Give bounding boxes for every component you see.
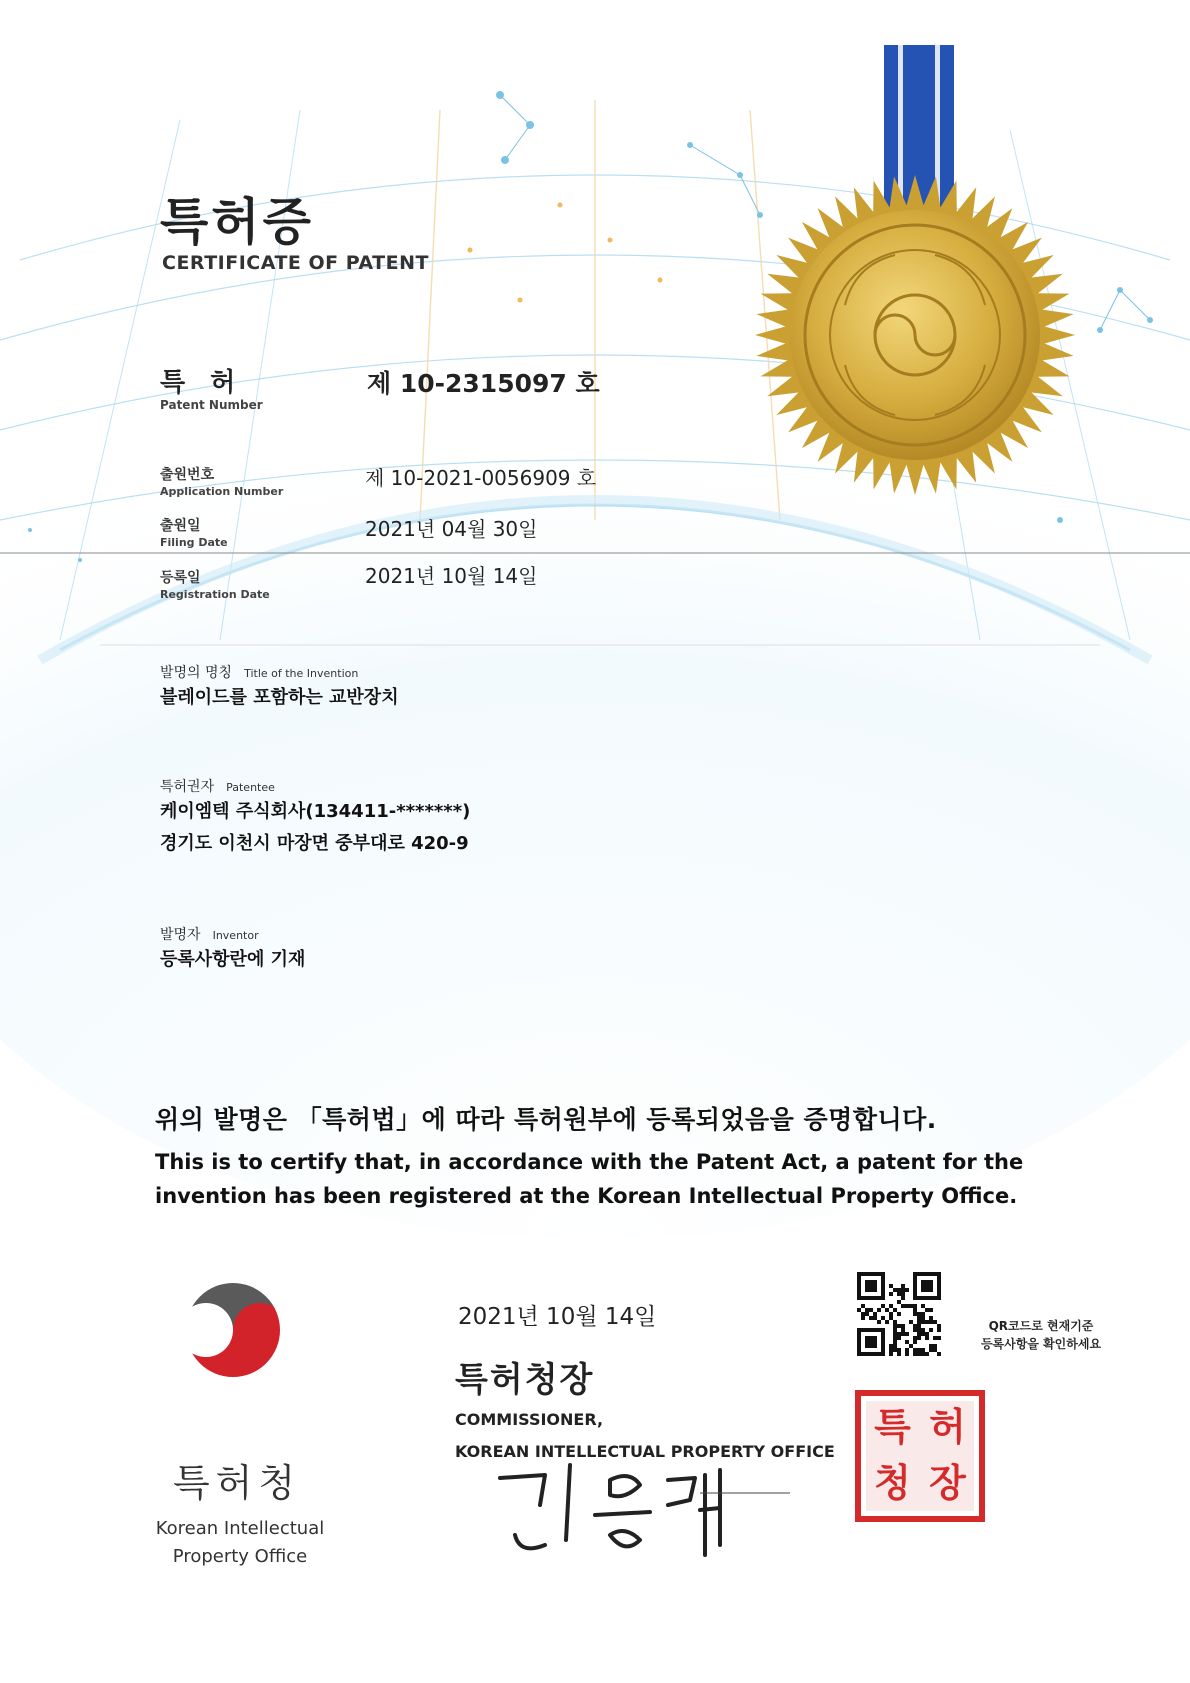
commissioner-title: 특허청장	[455, 1360, 595, 1400]
application-number-label-en: Application Number	[160, 485, 284, 498]
patentee-address: 경기도 이천시 마장면 중부대로 420-9	[160, 833, 469, 854]
certification-statement-ko: 위의 발명은 「특허법」에 따라 특허원부에 등록되었음을 증명합니다.	[155, 1105, 937, 1134]
seal-char: 청	[874, 1461, 911, 1505]
issue-date: 2021년 10월 14일	[458, 1304, 657, 1330]
registration-date-value: 2021년 10월 14일	[365, 564, 538, 588]
invention-title-label	[160, 662, 358, 682]
patent-number-label: 특 허	[160, 368, 244, 398]
patentee-label-ko: 특허권자	[160, 779, 215, 795]
patent-number-label-en: Patent Number	[160, 398, 263, 412]
patentee-label	[160, 776, 275, 796]
qr-code[interactable]	[857, 1272, 939, 1354]
seal-char: 특	[874, 1405, 911, 1449]
certificate-title: 특허증	[160, 193, 314, 251]
filing-date-label: 출원일	[160, 518, 201, 534]
commissioner-title-en	[455, 1404, 835, 1468]
filing-date-value: 2021년 04월 30일	[365, 517, 538, 541]
filing-date-label-en: Filing Date	[160, 536, 228, 549]
agency-name-en-line-2: Property Office	[172, 1546, 308, 1567]
inventor-label-ko: 발명자	[160, 927, 201, 943]
official-seal	[866, 1401, 974, 1511]
invention-title-label-en: Title of the Invention	[244, 667, 359, 680]
qr-note	[966, 1317, 1116, 1353]
qr-note-line-1: QR코드로 현재기준	[988, 1319, 1094, 1333]
patentee-label-en: Patentee	[226, 781, 275, 794]
qr-note-line-2: 등록사항을 확인하세요	[980, 1337, 1102, 1351]
application-number-value: 제 10-2021-0056909 호	[365, 466, 597, 490]
application-number-label: 출원번호	[160, 467, 215, 483]
invention-title-value: 블레이드를 포함하는 교반장치	[160, 687, 399, 708]
certification-statement-en: This is to certify that, in accordance with the Patent Act, a patent for the invention has been registered at the Korean Intellectual Property Office.	[155, 1150, 1024, 1208]
seal-char: 허	[929, 1405, 966, 1449]
patent-number-value: 제 10-2315097 호	[367, 369, 600, 398]
certificate-title-en: CERTIFICATE OF PATENT	[162, 252, 429, 274]
commissioner-line-2: KOREAN INTELLECTUAL PROPERTY OFFICE	[455, 1442, 835, 1461]
registration-date-label: 등록일	[160, 570, 201, 586]
registration-date-label-en: Registration Date	[160, 588, 270, 601]
commissioner-line-1: COMMISSIONER,	[455, 1410, 604, 1429]
seal-char: 장	[929, 1461, 966, 1505]
invention-title-label-ko: 발명의 명칭	[160, 665, 233, 681]
agency-name-en	[140, 1515, 340, 1571]
inventor-label	[160, 924, 259, 944]
inventor-value: 등록사항란에 기재	[160, 949, 306, 970]
patentee-name: 케이엠텍 주식회사(134411-*******)	[160, 801, 471, 822]
agency-name-en-line-1: Korean Intellectual	[155, 1518, 325, 1539]
inventor-label-en: Inventor	[212, 929, 259, 942]
agency-name: 특허청	[172, 1461, 302, 1505]
